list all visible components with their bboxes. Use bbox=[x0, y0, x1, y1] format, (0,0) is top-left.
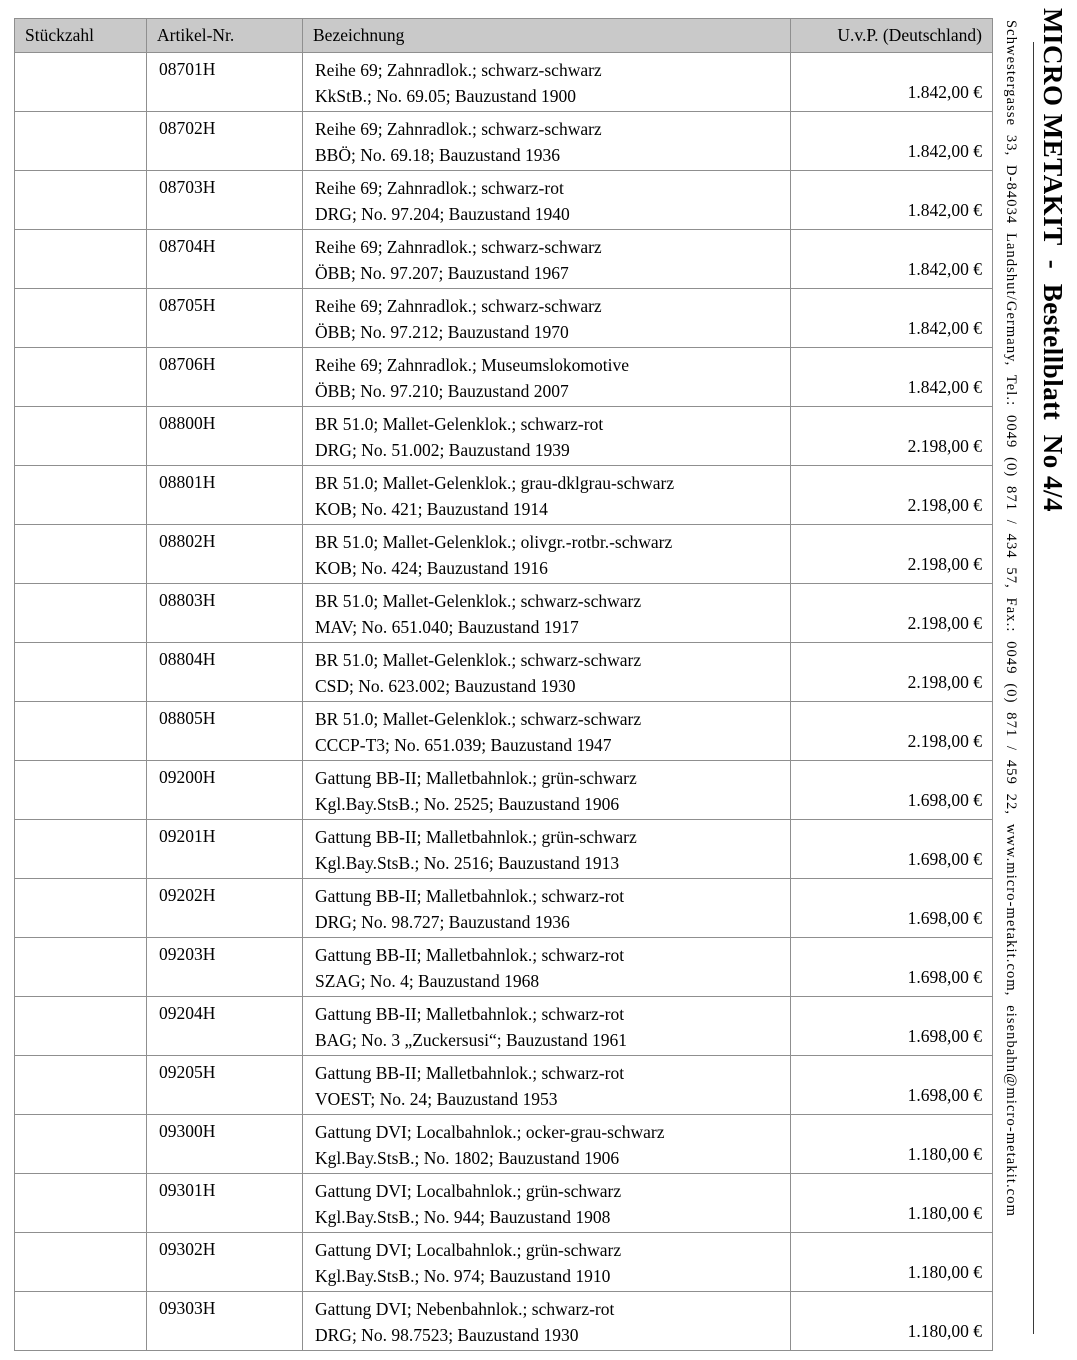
description-line2: MAV; No. 651.040; Bauzustand 1917 bbox=[315, 617, 579, 637]
bezeichnung-cell bbox=[303, 407, 791, 466]
bezeichnung-cell bbox=[303, 584, 791, 643]
description-line2: BBÖ; No. 69.18; Bauzustand 1936 bbox=[315, 145, 560, 165]
quantity-cell[interactable] bbox=[15, 466, 147, 525]
description-line2: ÖBB; No. 97.210; Bauzustand 2007 bbox=[315, 381, 569, 401]
description-line1: Gattung BB-II; Malletbahnlok.; schwarz-rot bbox=[315, 945, 625, 965]
header-row bbox=[15, 19, 993, 53]
price-cell: 2.198,00 € bbox=[791, 525, 993, 584]
price-cell: 2.198,00 € bbox=[791, 643, 993, 702]
description-line1: BR 51.0; Mallet-Gelenklok.; schwarz-schwarz bbox=[315, 650, 642, 670]
description-line2: BAG; No. 3 „Zuckersusi“; Bauzustand 1961 bbox=[315, 1030, 628, 1050]
price-cell: 1.180,00 € bbox=[791, 1233, 993, 1292]
table-row bbox=[15, 761, 993, 820]
bezeichnung-cell bbox=[303, 1233, 791, 1292]
artikel-nr-cell: 08804H bbox=[147, 643, 303, 702]
table-row bbox=[15, 348, 993, 407]
table-row bbox=[15, 407, 993, 466]
quantity-cell[interactable] bbox=[15, 820, 147, 879]
quantity-cell[interactable] bbox=[15, 1233, 147, 1292]
description-line2: Kgl.Bay.StsB.; No. 974; Bauzustand 1910 bbox=[315, 1266, 611, 1286]
bezeichnung-cell bbox=[303, 938, 791, 997]
quantity-cell[interactable] bbox=[15, 53, 147, 112]
artikel-nr-cell: 09303H bbox=[147, 1292, 303, 1351]
bezeichnung-cell bbox=[303, 643, 791, 702]
description-line2: DRG; No. 98.727; Bauzustand 1936 bbox=[315, 912, 570, 932]
artikel-nr-cell: 09200H bbox=[147, 761, 303, 820]
price-cell: 1.698,00 € bbox=[791, 997, 993, 1056]
artikel-nr-cell: 08805H bbox=[147, 702, 303, 761]
quantity-cell[interactable] bbox=[15, 997, 147, 1056]
col-header-stueckzahl: Stückzahl bbox=[15, 19, 147, 53]
description-line2: KkStB.; No. 69.05; Bauzustand 1900 bbox=[315, 86, 577, 106]
description-line1: Gattung DVI; Nebenbahnlok.; schwarz-rot bbox=[315, 1299, 615, 1319]
description-line1: BR 51.0; Mallet-Gelenklok.; grau-dklgrau-schwarz bbox=[315, 473, 675, 493]
description-line1: Gattung BB-II; Malletbahnlok.; grün-schwarz bbox=[315, 768, 637, 788]
table-row bbox=[15, 997, 993, 1056]
price-cell: 1.842,00 € bbox=[791, 230, 993, 289]
description-line2: SZAG; No. 4; Bauzustand 1968 bbox=[315, 971, 540, 991]
bezeichnung-cell bbox=[303, 289, 791, 348]
description-line2: DRG; No. 97.204; Bauzustand 1940 bbox=[315, 204, 570, 224]
table-row bbox=[15, 1115, 993, 1174]
description-line2: Kgl.Bay.StsB.; No. 2516; Bauzustand 1913 bbox=[315, 853, 620, 873]
table-row bbox=[15, 1292, 993, 1351]
description-line1: Gattung DVI; Localbahnlok.; grün-schwarz bbox=[315, 1240, 622, 1260]
col-header-artikel-nr: Artikel-Nr. bbox=[147, 19, 303, 53]
table-row bbox=[15, 525, 993, 584]
quantity-cell[interactable] bbox=[15, 171, 147, 230]
bezeichnung-cell bbox=[303, 702, 791, 761]
price-cell: 1.698,00 € bbox=[791, 820, 993, 879]
quantity-cell[interactable] bbox=[15, 112, 147, 171]
bezeichnung-cell bbox=[303, 1292, 791, 1351]
quantity-cell[interactable] bbox=[15, 348, 147, 407]
bezeichnung-cell bbox=[303, 53, 791, 112]
description-line1: Reihe 69; Zahnradlok.; Museumslokomotive bbox=[315, 355, 629, 375]
description-line2: ÖBB; No. 97.207; Bauzustand 1967 bbox=[315, 263, 569, 283]
table-row bbox=[15, 938, 993, 997]
description-line1: Reihe 69; Zahnradlok.; schwarz-schwarz bbox=[315, 119, 602, 139]
artikel-nr-cell: 08701H bbox=[147, 53, 303, 112]
price-cell: 1.180,00 € bbox=[791, 1174, 993, 1233]
quantity-cell[interactable] bbox=[15, 1056, 147, 1115]
sidebar-divider-rule bbox=[1033, 42, 1034, 1334]
quantity-cell[interactable] bbox=[15, 1292, 147, 1351]
artikel-nr-cell: 08706H bbox=[147, 348, 303, 407]
col-header-uvp: U.v.P. (Deutschland) bbox=[791, 19, 993, 53]
description-line1: Gattung DVI; Localbahnlok.; grün-schwarz bbox=[315, 1181, 622, 1201]
price-cell: 1.842,00 € bbox=[791, 348, 993, 407]
artikel-nr-cell: 08703H bbox=[147, 171, 303, 230]
description-line1: Gattung BB-II; Malletbahnlok.; schwarz-rot bbox=[315, 886, 625, 906]
artikel-nr-cell: 09202H bbox=[147, 879, 303, 938]
bezeichnung-cell bbox=[303, 761, 791, 820]
quantity-cell[interactable] bbox=[15, 230, 147, 289]
description-line2: KOB; No. 424; Bauzustand 1916 bbox=[315, 558, 548, 578]
order-table bbox=[14, 18, 993, 1351]
bezeichnung-cell bbox=[303, 230, 791, 289]
order-table-body bbox=[15, 53, 993, 1351]
table-row bbox=[15, 1056, 993, 1115]
bezeichnung-cell bbox=[303, 997, 791, 1056]
table-row bbox=[15, 112, 993, 171]
bezeichnung-cell bbox=[303, 1056, 791, 1115]
quantity-cell[interactable] bbox=[15, 289, 147, 348]
description-line1: Reihe 69; Zahnradlok.; schwarz-schwarz bbox=[315, 237, 602, 257]
quantity-cell[interactable] bbox=[15, 584, 147, 643]
table-row bbox=[15, 466, 993, 525]
bezeichnung-cell bbox=[303, 1174, 791, 1233]
quantity-cell[interactable] bbox=[15, 938, 147, 997]
price-cell: 1.842,00 € bbox=[791, 53, 993, 112]
description-line1: BR 51.0; Mallet-Gelenklok.; olivgr.-rotbr.-schwarz bbox=[315, 532, 673, 552]
table-row bbox=[15, 1174, 993, 1233]
quantity-cell[interactable] bbox=[15, 407, 147, 466]
quantity-cell[interactable] bbox=[15, 761, 147, 820]
quantity-cell[interactable] bbox=[15, 643, 147, 702]
description-line1: Reihe 69; Zahnradlok.; schwarz-rot bbox=[315, 178, 564, 198]
price-cell: 2.198,00 € bbox=[791, 584, 993, 643]
description-line2: DRG; No. 51.002; Bauzustand 1939 bbox=[315, 440, 570, 460]
table-row bbox=[15, 584, 993, 643]
table-row bbox=[15, 230, 993, 289]
artikel-nr-cell: 09203H bbox=[147, 938, 303, 997]
description-line1: Gattung BB-II; Malletbahnlok.; grün-schwarz bbox=[315, 827, 637, 847]
price-cell: 1.698,00 € bbox=[791, 938, 993, 997]
bezeichnung-cell bbox=[303, 525, 791, 584]
table-row bbox=[15, 171, 993, 230]
price-cell: 2.198,00 € bbox=[791, 702, 993, 761]
description-line1: Reihe 69; Zahnradlok.; schwarz-schwarz bbox=[315, 60, 602, 80]
bezeichnung-cell bbox=[303, 879, 791, 938]
description-line2: CCCP-T3; No. 651.039; Bauzustand 1947 bbox=[315, 735, 612, 755]
description-line2: DRG; No. 98.7523; Bauzustand 1930 bbox=[315, 1325, 579, 1345]
quantity-cell[interactable] bbox=[15, 879, 147, 938]
price-cell: 2.198,00 € bbox=[791, 466, 993, 525]
table-row bbox=[15, 289, 993, 348]
bezeichnung-cell bbox=[303, 171, 791, 230]
company-address-sideways: Schwestergasse 33, D-84034 Landshut/Germany, Tel.: 0049 (0) 871 / 434 57, Fax.: 0049 (0) 871 / 459 22, www.micro-metakit.com, eisenbahn@micro-metakit.com bbox=[1003, 20, 1019, 1217]
description-line2: CSD; No. 623.002; Bauzustand 1930 bbox=[315, 676, 576, 696]
price-cell: 1.842,00 € bbox=[791, 171, 993, 230]
col-header-bezeichnung: Bezeichnung bbox=[303, 19, 791, 53]
description-line1: BR 51.0; Mallet-Gelenklok.; schwarz-rot bbox=[315, 414, 604, 434]
table-row bbox=[15, 1233, 993, 1292]
description-line2: Kgl.Bay.StsB.; No. 2525; Bauzustand 1906 bbox=[315, 794, 620, 814]
description-line1: Gattung BB-II; Malletbahnlok.; schwarz-rot bbox=[315, 1004, 625, 1024]
bezeichnung-cell bbox=[303, 820, 791, 879]
description-line2: ÖBB; No. 97.212; Bauzustand 1970 bbox=[315, 322, 569, 342]
description-line2: VOEST; No. 24; Bauzustand 1953 bbox=[315, 1089, 558, 1109]
description-line2: Kgl.Bay.StsB.; No. 1802; Bauzustand 1906 bbox=[315, 1148, 620, 1168]
table-row bbox=[15, 879, 993, 938]
description-line2: KOB; No. 421; Bauzustand 1914 bbox=[315, 499, 548, 519]
table-row bbox=[15, 643, 993, 702]
artikel-nr-cell: 09205H bbox=[147, 1056, 303, 1115]
artikel-nr-cell: 09201H bbox=[147, 820, 303, 879]
artikel-nr-cell: 08802H bbox=[147, 525, 303, 584]
description-line1: BR 51.0; Mallet-Gelenklok.; schwarz-schwarz bbox=[315, 709, 642, 729]
artikel-nr-cell: 08801H bbox=[147, 466, 303, 525]
price-cell: 1.842,00 € bbox=[791, 112, 993, 171]
artikel-nr-cell: 09204H bbox=[147, 997, 303, 1056]
bezeichnung-cell bbox=[303, 112, 791, 171]
quantity-cell[interactable] bbox=[15, 1115, 147, 1174]
artikel-nr-cell: 08705H bbox=[147, 289, 303, 348]
artikel-nr-cell: 08803H bbox=[147, 584, 303, 643]
price-cell: 1.698,00 € bbox=[791, 1056, 993, 1115]
page-title-sideways: MICRO METAKIT - Bestellblatt No 4/4 bbox=[1038, 8, 1068, 512]
artikel-nr-cell: 09301H bbox=[147, 1174, 303, 1233]
artikel-nr-cell: 09300H bbox=[147, 1115, 303, 1174]
price-cell: 1.180,00 € bbox=[791, 1292, 993, 1351]
description-line1: BR 51.0; Mallet-Gelenklok.; schwarz-schwarz bbox=[315, 591, 642, 611]
price-cell: 1.180,00 € bbox=[791, 1115, 993, 1174]
artikel-nr-cell: 08702H bbox=[147, 112, 303, 171]
quantity-cell[interactable] bbox=[15, 702, 147, 761]
artikel-nr-cell: 09302H bbox=[147, 1233, 303, 1292]
artikel-nr-cell: 08704H bbox=[147, 230, 303, 289]
table-row bbox=[15, 702, 993, 761]
table-row bbox=[15, 820, 993, 879]
description-line1: Gattung BB-II; Malletbahnlok.; schwarz-rot bbox=[315, 1063, 625, 1083]
price-cell: 1.698,00 € bbox=[791, 761, 993, 820]
price-cell: 2.198,00 € bbox=[791, 407, 993, 466]
description-line2: Kgl.Bay.StsB.; No. 944; Bauzustand 1908 bbox=[315, 1207, 611, 1227]
quantity-cell[interactable] bbox=[15, 525, 147, 584]
description-line1: Reihe 69; Zahnradlok.; schwarz-schwarz bbox=[315, 296, 602, 316]
description-line1: Gattung DVI; Localbahnlok.; ocker-grau-schwarz bbox=[315, 1122, 665, 1142]
artikel-nr-cell: 08800H bbox=[147, 407, 303, 466]
price-cell: 1.698,00 € bbox=[791, 879, 993, 938]
price-cell: 1.842,00 € bbox=[791, 289, 993, 348]
bezeichnung-cell bbox=[303, 348, 791, 407]
bezeichnung-cell bbox=[303, 1115, 791, 1174]
table-row bbox=[15, 53, 993, 112]
bezeichnung-cell bbox=[303, 466, 791, 525]
quantity-cell[interactable] bbox=[15, 1174, 147, 1233]
